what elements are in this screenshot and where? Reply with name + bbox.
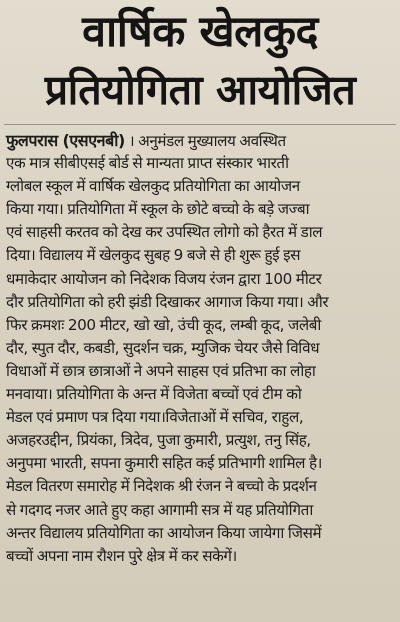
article-line-19: बच्चों अपना नाम रौशन पुरे क्षेत्र में कर सकेगें। bbox=[6, 546, 237, 565]
article-line-12: मनवाया। प्रतियोगिता के अन्त में विजेता बच्चों एवं टीम को bbox=[6, 385, 302, 404]
article-line-8: दौर प्रतियोगिता को हरी झंडी दिखाकर आगाज किया गया। और bbox=[6, 292, 329, 311]
article-line-7: धमाकेदार आयोजन को निदेशक विजय रंजन द्वारा 100 मीटर bbox=[6, 269, 322, 288]
article-body bbox=[6, 129, 394, 568]
headline-divider bbox=[4, 124, 396, 125]
article-line-11: विधाओं में छात्र छात्राओं ने अपने साहस एवं प्रतिभा का लोहा bbox=[6, 361, 316, 380]
article-line-18: अन्तर विद्यालय प्रतियोगिता का आयोजन किया जायेगा जिसमें bbox=[6, 523, 322, 542]
article-line-17: से गदगद नजर आते हुए कहा आगामी सत्र में यह प्रतियोगिता bbox=[6, 500, 313, 519]
article-line-2: एक मात्र सीबीएसई बोर्ड से मान्यता प्राप्त संस्कार भारती bbox=[6, 154, 289, 173]
article-line-15: अनुपमा भारती, सपना कुमारी सहित कई प्रतिभागी शामिल है। bbox=[6, 454, 322, 473]
article-line-5: एवं साहसी करतव को देख कर उपस्थित लोगो को हैरत में डाल bbox=[6, 223, 323, 242]
article-line-1-text: । अनुमंडल मुख्यालय अवस्थित bbox=[128, 132, 286, 150]
article-line-13: मेडल एवं प्रमाण पत्र दिया गया।विजेताओं में सचिव, राहुल, bbox=[6, 408, 304, 427]
headline-line-2: प्रतियोगिता आयोजित bbox=[44, 66, 356, 114]
headline-line-1: वार्षिक खेलकुद bbox=[82, 7, 318, 57]
article-line-16: मेडल वितरण समारोह में निदेशक श्री रंजन ने बच्चो के प्रदर्शन bbox=[6, 477, 317, 496]
article-line-6: दिया। विद्यालय में खेलकुद सुबह 9 बजे से ही शुरू हुई इस bbox=[6, 246, 301, 265]
article-line-9: फिर क्रमशः 200 मीटर, खो खो, उंची कूद, लम्बी कूद, जलेबी bbox=[6, 315, 321, 334]
article-line-3: ग्लोबल स्कूल में वार्षिक खेलकुद प्रतियोगिता का आयोजन bbox=[6, 177, 300, 196]
article-line-10: दौर, स्पुत दौर, कबडी, सुदर्शन चक्र, म्युजिक चेयर जैसे विविध bbox=[6, 338, 320, 357]
article-line-1 bbox=[6, 129, 394, 152]
article-line-4: किया गया। प्रतियोगिता में स्कूल के छोटे बच्चो के बड़े जज्बा bbox=[6, 200, 310, 219]
dateline: फुलपरास (एसएनबी) bbox=[6, 131, 125, 150]
article-line-14: अजहरउद्दीन, प्रियंका, त्रिदेव, पुजा कुमारी, प्रत्युश, तनु सिंह, bbox=[6, 431, 311, 450]
